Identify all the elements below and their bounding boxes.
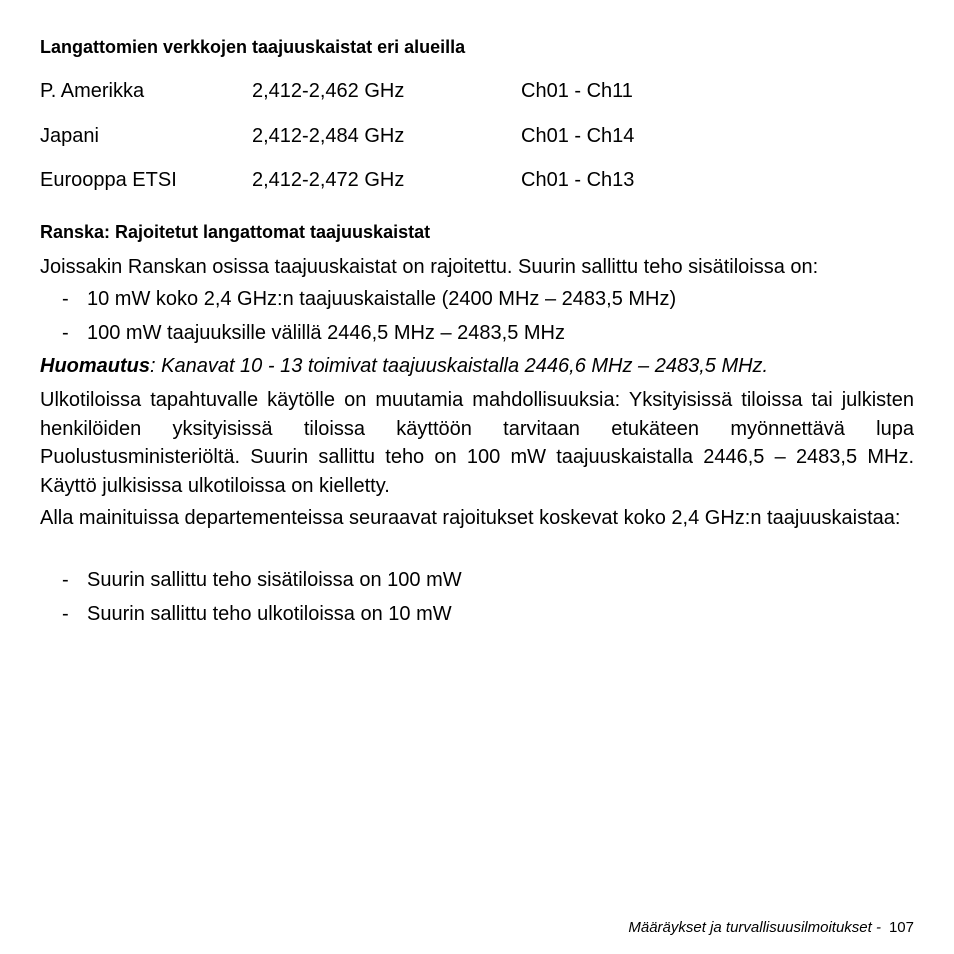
note-text: : Kanavat 10 - 13 toimivat taajuuskaistalla 2446,6 MHz – 2483,5 MHz. — [150, 355, 769, 377]
bullet-marker: - — [62, 288, 69, 310]
outdoor-paragraph: Ulkotiloissa tapahtuvalle käytölle on muutamia mahdollisuuksia: Yksityisissä tiloissa tai julkisten henkilöiden yksityisissä tiloissa käyttöön tarvitaan etukäteen myönnettävä lupa Puolustusministeriöltä. Suurin sallittu teho on 100 mW taajuuskaistalla 2446,5 – 2483,5 MHz. Käyttö julkisissa ulkotiloissa on kielletty. — [40, 389, 914, 497]
bands-heading: Langattomien verkkojen taajuuskaistat eri alueilla — [40, 37, 466, 57]
frequency-cell: 2,412-2,472 GHz — [252, 169, 405, 191]
channels-cell: Ch01 - Ch11 — [521, 80, 633, 102]
table-row — [40, 124, 914, 169]
region-cell: Eurooppa ETSI — [40, 169, 177, 191]
note-label: Huomautus — [40, 355, 150, 377]
channels-cell: Ch01 - Ch13 — [521, 169, 635, 191]
table-row — [40, 168, 914, 213]
bullet-marker: - — [62, 603, 69, 625]
bullet-marker: - — [62, 569, 69, 591]
region-cell: Japani — [40, 124, 99, 147]
bullet-marker: - — [62, 322, 69, 344]
region-cell: P. Amerikka — [40, 80, 145, 102]
bullet-text: 10 mW koko 2,4 GHz:n taajuuskaistalle (2400 MHz – 2483,5 MHz) — [87, 288, 677, 310]
bullet-text: 100 mW taajuuksille välillä 2446,5 MHz – 2483,5 MHz — [87, 322, 565, 344]
france-heading: Ranska: Rajoitetut langattomat taajuuskaistat — [40, 222, 431, 242]
channels-cell: Ch01 - Ch14 — [521, 124, 635, 147]
table-row — [40, 79, 914, 124]
note-paragraph — [40, 352, 914, 381]
bullet-text: Suurin sallittu teho sisätiloissa on 100 mW — [87, 569, 462, 591]
footer-title: Määräykset ja turvallisuusilmoitukset - — [628, 919, 881, 936]
frequency-cell: 2,412-2,484 GHz — [252, 124, 405, 147]
page-number: 107 — [888, 919, 914, 936]
frequency-table — [40, 79, 914, 213]
departments-paragraph: Alla mainituissa departementeissa seuraavat rajoitukset koskevat koko 2,4 GHz:n taajuuskaistaa: — [40, 507, 901, 529]
bullet-text: Suurin sallittu teho ulkotiloissa on 10 mW — [87, 603, 452, 625]
frequency-cell: 2,412-2,462 GHz — [252, 80, 405, 102]
document-page — [40, 0, 914, 954]
france-intro: Joissakin Ranskan osissa taajuuskaistat on rajoitettu. Suurin sallittu teho sisätiloissa on: — [40, 256, 819, 278]
page-footer — [628, 919, 914, 937]
